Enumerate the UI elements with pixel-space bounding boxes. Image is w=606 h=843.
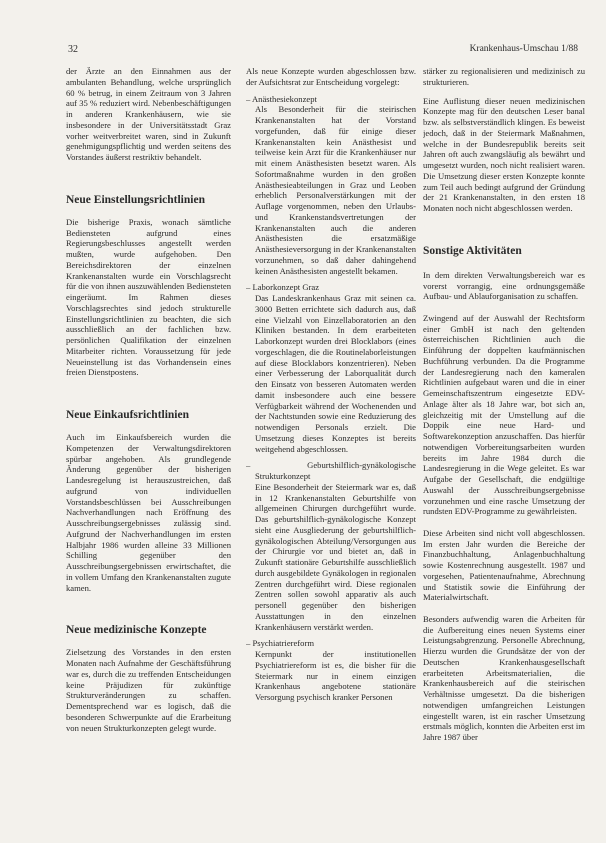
page-number: 32 [68, 44, 78, 55]
paragraph: Zielsetzung des Vorstandes in den ersten Monaten nach Aufnahme der Geschäftsführung war es, durch die zu treffenden Entscheidungen keine Präjudizen für zukünftige Strukturveränderungen zu schaffen. Dementsprechend war es logisch, daß die besonderen Schwerpunkte auf die Erarbeitung von neuen Strukturkonzepten gelegt wurde. [66, 647, 231, 733]
column-right [423, 66, 585, 836]
list-item-body: Kernpunkt der institutionellen Psychiatriereform ist es, die bisher für die Steiermark nur in einem einzigen Krankenhaus angebotene stationäre Versorgung psychisch kranker Personen [255, 649, 416, 702]
list-item-title: – Psychiatriereform [246, 638, 315, 649]
section-heading: Neue medizinische Konzepte [66, 624, 207, 637]
column-left [66, 66, 231, 826]
list-item-title: – Anästhesiekonzept [246, 93, 317, 104]
section-heading: Sonstige Aktivitäten [423, 244, 522, 257]
section-heading: Neue Einstellungsrichtlinien [66, 193, 205, 206]
running-head: Krankenhaus-Umschau 1/88 [469, 44, 578, 54]
paragraph: Die bisherige Praxis, wonach sämtliche Bediensteten aufgrund eines Regierungsbeschlusses angestellt werden mußten, wurde aufgehoben. Den Bereichsdirektoren der einzelnen Krankenanstalten wurde ein Vorschlagsrecht für die von ihnen auszuwählenden Bediensteten eingeräumt. Im Rahmen dieses Vorschlagsrechtes sind jedoch strukturelle Einstellungsrichtlinien zu beachten, die sich ausschließlich an der fachlichen bzw. persönlichen Qualifikation der einzelnen Mitarbeiter richten. Voraussetzung für jede Neueinstellung ist das Vorhandensein eines freien Dienstpostens. [66, 216, 231, 378]
section-heading: Neue Einkaufsrichtlinien [66, 409, 190, 421]
list-item-body: Als Besonderheit für die steirischen Krankenanstalten hat der Vorstand vorgefunden, daß für einige dieser Krankenanstalten kein Anästhesist und teilweise kein Arzt für die Krankenhäuser nur mit einem Anästhesisten besetzt waren. Als Sofortmaßnahme wurden in den großen Anästhesieabteilungen in Graz und Leoben erheblich Personalverstärkungen mit der Auflage vorgenommen, neben den Urlaubs- und Krankenstandsvertretungen der Krankenanstalten auch die anderen Anästhesisten die ersatzmäßige Anästhesieversorgung in der Krankenanstalten vorzunehmen, so daß daher dahingehend keinen Anästhesisten angestellt bekamen. [255, 104, 416, 276]
paragraph: Als neue Konzepte wurden abgeschlossen bzw. der Aufsichtsrat zur Entscheidung vorgelegt: [246, 66, 416, 87]
paragraph: Diese Arbeiten sind nicht voll abgeschlossen. Im ersten Jahr wurden die Bereiche der Finanzbuchhaltung, Anlagenbuchhaltung sowie Kostenrechnung ausgestellt. 1987 und vorgesehen, Patientenaufnahme, Abrechnung und Statistik sowie die Einführung der Materialwirtschaft. [423, 527, 585, 603]
list-item-body: Eine Besonderheit der Steiermark war es, daß in 12 Krankenanstalten Geburtshilfe von allgemeinen Chirurgen durchgeführt wurde. Das geburtshilflich-gynäkologische Konzept sieht eine Ausgliederung der geburtshilflich-gynäkologischen Abteilung/Versorgungen aus der Chirurgie vor und bietet an, daß in Zukunft stationäre Geburtshilfe ausschließlich durch ausgebildete Gynäkologen in regionalen Zentren durchgeführt wird. Diese regionalen Zentren sollen sowohl apparativ als auch personell gegenüber den bisherigen Ausstattungen in den einzelnen Krankenhäusern verstärkt werden. [255, 481, 416, 632]
list-item-body: Das Landeskrankenhaus Graz mit seinen ca. 3000 Betten errichtete sich dadurch aus, daß eine Vielzahl von Einzellaboratorien an den Kliniken bestanden. In dem erarbeiteten Laborkonzept wurden drei Blocklabors (eines vorgeschlagen, die die Routinelaborleistungen auf diese Blocklabors konzentrieren). Neben einer Verbesserung der Laborqualität durch den Einsatz von besseren Automaten werden damit insbesondere auch eine bessere Verfügbarkeit während der Wochenenden und der Nachtstunden sowie eine Reduzierung des notwendigen Personals erzielt. Die Umsetzung dieses Konzeptes ist bereits weitgehend abgeschlossen. [255, 293, 416, 454]
paragraph: Besonders aufwendig waren die Arbeiten für die Aufbereitung eines neuen Systems einer Leistungsabgrenzung. Personelle Abrechnung, Hierzu wurden die Grundsätze der von der Deutschen Krankenhausgesellschaft erarbeiteten Arbeitsmaterialien, die Krankenhausbereich auf die steirischen Verhältnisse umgesetzt. Da die bisherigen notwendigen umfangreichen Leistungen eingestellt waren, ist ein rascher Umsetzung erstmals möglich, konnten die Arbeiten erst im Jahre 1987 über [423, 613, 585, 742]
column-middle [246, 66, 416, 836]
paragraph: Zwingend auf der Auswahl der Rechtsform einer GmbH ist nach den geltenden österreichischen Richtlinien auch die Einführung der doppelten kaufmännischen Buchführung verbunden. Da die Programme der Landesregierung nach den kameralen Richtlinien aufgebaut waren und die in einer Gemeinschaftszentrum eingesetzte EDV-Anlage älter als 18 Jahre war, bot sich an, gleichzeitig mit der Umstellung auf die Doppik eine neue Hard- und Softwarekonzeption anzuschaffen. Das hierfür notwendigen Vorbereitungsarbeiten wurden bereits im Jahre 1984 durch die Landesregierung in die Wege geleitet. Es war Aufgabe der Gesellschaft, die endgültige Auswahl der Ausschreibungsergebnisse vorzunehmen und eine rasche Umsetzung der rundsten EDV-Programme zu gewährleisten. [423, 312, 585, 517]
list-item-title: – Geburtshilflich-gynäkologische Strukturkonzept [246, 460, 416, 481]
list-item-title: – Laborkonzept Graz [246, 282, 320, 293]
paragraph: In dem direkten Verwaltungsbereich war es vorerst vorrangig, eine ordnungsgemäße Aufbau- und Ablauforganisation zu schaffen. [423, 269, 585, 302]
paragraph: der Ärzte an den Einnahmen aus der ambulanten Behandlung, welche ursprünglich 60 % betrug, in einem Zeitraum von 3 Jahren auf 35 % reduziert wird. Nebenbeschäftigungen in anderen Krankenhäusern, wie sie insbesondere in der Universitätsstadt Graz vorher weitverbreitet waren, sind in Zukunft genehmigungspflichtig und werden seitens des Vorstandes äußerst restriktiv behandelt. [66, 66, 231, 162]
paragraph: stärker zu regionalisieren und medizinisch zu strukturieren. [423, 66, 585, 87]
paragraph: Auch im Einkaufsbereich wurden die Kompetenzen der Verwaltungsdirektoren spürbar angehoben. Als grundlegende Änderung gegenüber der bisherigen Landesregelung ist herauszustreichen, daß aufgrund von individuellen Vorstandsbeschlüssen bei Ausschreibungen Nachverhandlungen nach Eröffnung des Ausschreibungsergebnisses zulässig sind. Aufgrund der Nachverhandlungen im ersten Halbjahr 1986 wurden alleine 33 Millionen Schilling gegenüber den Ausschreibungsergebnissen erwirtschaftet, die in vollem Umfang den Krankenanstalten zugute kamen. [66, 432, 231, 593]
paragraph: Eine Auflistung dieser neuen medizinischen Konzepte mag für den deutschen Leser banal bzw. als selbstverständlich klingen. Es beweist jedoch, daß in der Steiermark Maßnahmen, welche in der Bundesrepublik bereits seit Jahren oft auch zwangsläufig als bewährt und umgesetzt wurden, noch nicht realisiert waren. Die Umsetzung dieser ersten Konzepte konnte zum Teil auch bedingt aufgrund der Gründung der 21 Krankenanstalten, in den ersten 18 Monaten noch nicht abgeschlossen werden. [423, 95, 585, 213]
